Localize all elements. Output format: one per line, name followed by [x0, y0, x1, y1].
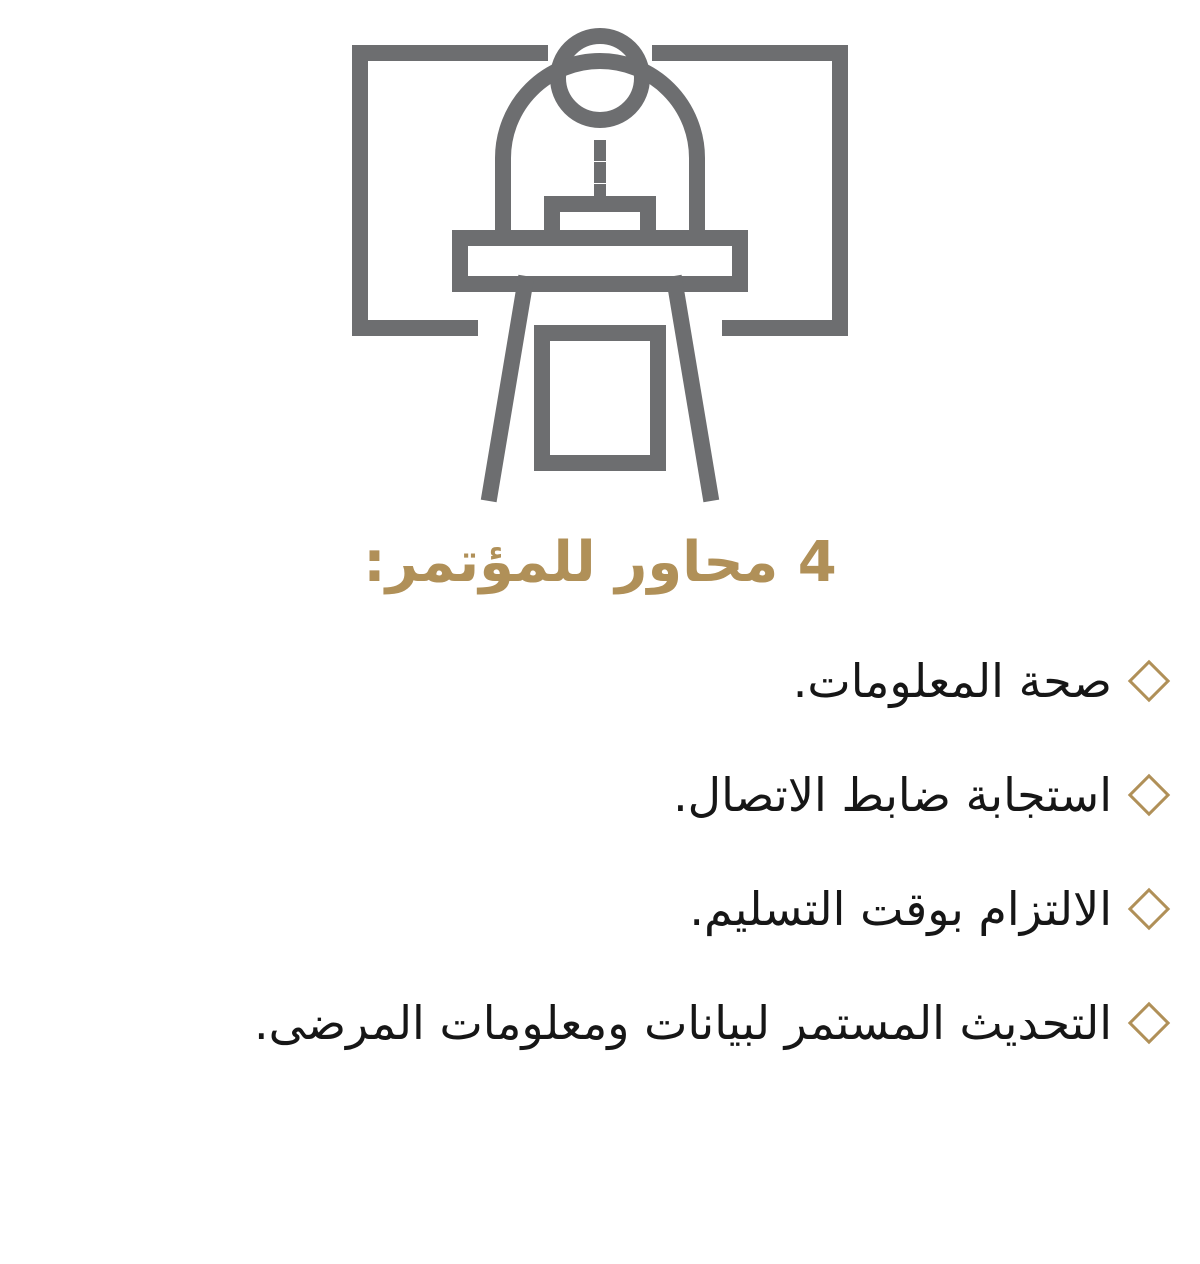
list-item-label: استجابة ضابط الاتصال.: [673, 768, 1112, 823]
list-item-label: التحديث المستمر لبيانات ومعلومات المرضى.: [254, 996, 1112, 1051]
list-item: [0, 650, 1200, 712]
diamond-bullet-icon: [1128, 660, 1170, 702]
speaker-podium-icon: [340, 28, 860, 518]
list-item-label: صحة المعلومات.: [792, 654, 1112, 708]
list-item: [0, 764, 1200, 826]
list-item-label: الالتزام بوقت التسليم.: [689, 882, 1112, 937]
list-item: [0, 878, 1200, 940]
diamond-bullet-icon: [1128, 1002, 1170, 1044]
diamond-bullet-icon: [1128, 888, 1170, 930]
list-item: [0, 992, 1200, 1054]
podium-icon-container: [0, 0, 1200, 518]
page-title: 4 محاور للمؤتمر:: [363, 530, 837, 595]
conference-topics-list: [0, 650, 1200, 1054]
diamond-bullet-icon: [1128, 774, 1170, 816]
